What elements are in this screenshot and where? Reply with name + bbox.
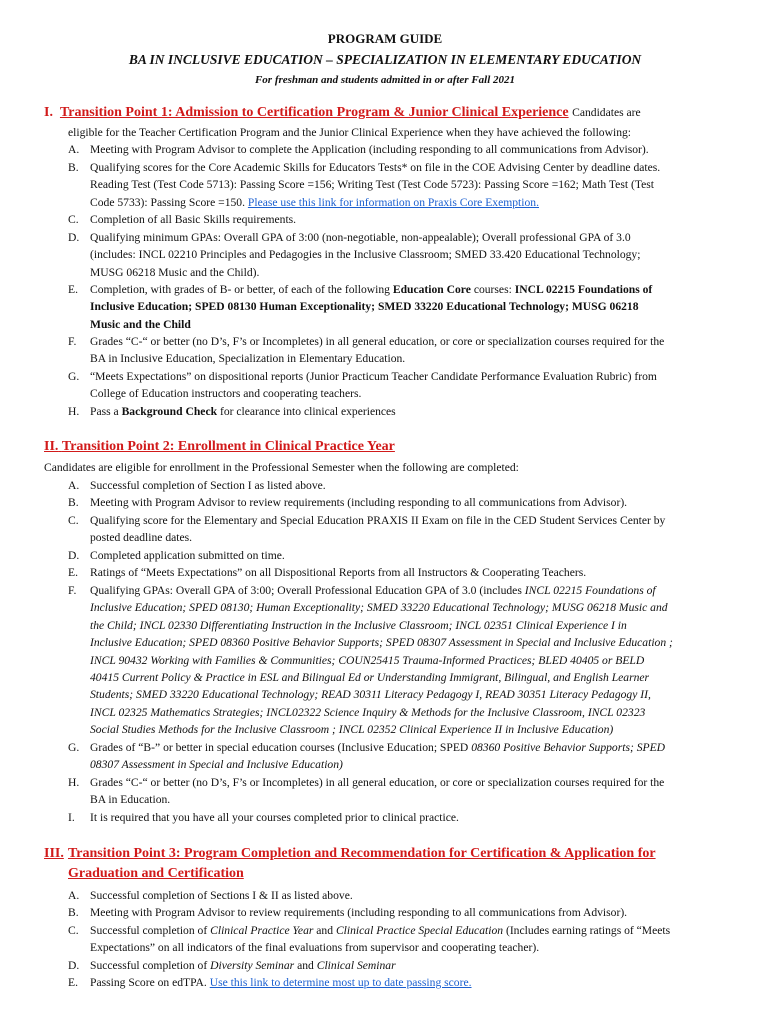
list-item: E. Completion, with grades of B- or better, of each of the following Education Core courses: INCL 02215 Foundations of Inclusive Education; SPED 08130 Human Exceptionality; SMED 33220 Educational Technology; MUSG 06218 Music and the Child	[68, 283, 653, 331]
list-item: D. Successful completion of Diversity Seminar and Clinical Seminar	[68, 959, 396, 972]
list-item: C. Successful completion of Clinical Practice Year and Clinical Practice Special Education (Includes earning ratings of “Meets Expectations” on all indicators of the final evaluations from supervisor and cooperating teacher).	[68, 924, 671, 955]
section-1-title: Transition Point 1: Admission to Certification Program & Junior Clinical Experience	[59, 105, 569, 120]
section-1-number: I.	[44, 105, 53, 120]
list-item: H. Grades “C-“ or better (no D’s, F’s or Incompletes) in all general education, or core or specialization courses required for the BA in Education.	[68, 776, 665, 807]
list-item: G. Grades of “B-” or better in special education courses (Inclusive Education; SPED 08360 Positive Behavior Supports; SPED 08307 Assessment in Special and Inclusive Education)	[68, 741, 666, 772]
page-title: PROGRAM GUIDE	[327, 31, 443, 46]
list-item: B. Meeting with Program Advisor to review requirements (including responding to all communications from Advisor).	[68, 906, 628, 919]
section-3-title: Transition Point 3: Program Completion and Recommendation for Certification & Application for	[68, 846, 656, 861]
list-item: D. Qualifying minimum GPAs: Overall GPA of 3:00 (non-negotiable, non-appealable); Overall professional GPA of 3.0 (includes: INCL 02210 Principles and Pedagogies in the Inclusive Classroom; SMED 33.420 Educational Technology; MUSG 06218 Music and the Child).	[68, 231, 641, 279]
praxis-exemption-link[interactable]: Please use this link for information on Praxis Core Exemption.	[247, 195, 539, 209]
section-1-intro: eligible for the Teacher Certification Program and the Junior Clinical Experience when they have achieved the following:	[68, 126, 632, 139]
page-note: For freshman and students admitted in or after Fall 2021	[254, 74, 516, 86]
section-3-heading	[44, 844, 656, 884]
list-item: C. Qualifying score for the Elementary and Special Education PRAXIS II Exam on file in the CED Student Services Center by posted deadline dates.	[68, 514, 666, 545]
list-item: B. Qualifying scores for the Core Academic Skills for Educators Tests* on file in the COE Advising Center by deadline dates. Reading Test (Test Code 5713): Passing Score =156; Writing Test (Test Code 5723): Passing Score =162; Math Test (Test Code 5733): Passing Score =150. Please use this link for information on Praxis Core Exemption.	[68, 161, 661, 209]
list-item: G. “Meets Expectations” on dispositional reports (Junior Practicum Teacher Candidate Performance Evaluation Rubric) from College of Education instructors and cooperating teachers.	[68, 370, 657, 401]
list-item: F. Grades “C-“ or better (no D’s, F’s or Incompletes) in all general education, or core or specialization courses required for the BA in Inclusive Education, Specialization in Elementary Education.	[68, 335, 665, 366]
edtpa-passing-score-link[interactable]: Use this link to determine most up to date passing score.	[209, 976, 472, 989]
section-2-title: Transition Point 2: Enrollment in Clinical Practice Year	[61, 439, 395, 454]
list-item: E. Passing Score on edTPA. Use this link to determine most up to date passing score.	[68, 976, 472, 989]
page-subtitle: BA IN INCLUSIVE EDUCATION – SPECIALIZATION IN ELEMENTARY EDUCATION	[128, 52, 642, 67]
list-item: A. Successful completion of Section I as listed above.	[68, 479, 326, 492]
section-3-number: III.	[44, 846, 64, 861]
list-item: A. Meeting with Program Advisor to complete the Application (including responding to all communications from Advisor).	[68, 143, 649, 156]
section-2-intro: Candidates are eligible for enrollment in the Professional Semester when the following are completed:	[44, 461, 519, 474]
list-item: D. Completed application submitted on time.	[68, 549, 285, 562]
section-2-heading	[44, 437, 395, 457]
section-1-heading	[44, 103, 734, 123]
list-item: E. Ratings of “Meets Expectations” on all Dispositional Reports from all Instructors & Cooperating Teachers.	[68, 566, 587, 579]
section-2-number: II.	[44, 439, 59, 454]
section-1-intro-start: Candidates are	[572, 106, 641, 119]
list-item: I. It is required that you have all your courses completed prior to clinical practice.	[68, 811, 459, 824]
list-item: A. Successful completion of Sections I & II as listed above.	[68, 889, 353, 902]
list-item: H. Pass a Background Check for clearance into clinical experiences	[68, 405, 396, 418]
list-item: C. Completion of all Basic Skills requirements.	[68, 213, 297, 226]
list-item: B. Meeting with Program Advisor to review requirements (including responding to all communications from Advisor).	[68, 496, 628, 509]
section-3-title-cont: Graduation and Certification	[68, 866, 244, 881]
list-item: F. Qualifying GPAs: Overall GPA of 3:00; Overall Professional Education GPA of 3.0 (includes INCL 02215 Foundations of Inclusive Education; SPED 08130; Human Exceptionality; SMED 33220 Educational Technology; MUSG 06218 Music and the Child; INCL 02330 Differentiating Instruction in the Inclusive Classroom; INCL 02351 Clinical Experience I in Inclusive Education; SPED 08360 Positive Behavior Supports; SPED 08307 Assessment in Special and Inclusive Education ; INCL 90432 Working with Families & Communities; COUN25415 Trauma-Informed Practices; BLED 40405 or BELD 40415 Current Policy & Practice in ESL and Bilingual Ed or Understanding Immigrant, Bilingual, and English Learner Students; SMED 33220 Educational Technology; READ 30311 Literacy Pedagogy I, READ 30351 Literacy Pedagogy II, INCL 02325 Mathematics Strategies; INCL02322 Science Inquiry & Methods for the Inclusive Classroom, INCL 02323 Social Studies Methods for the Inclusive Classroom ; INCL 02352 Clinical Experience II in Inclusive Education)	[68, 584, 673, 737]
